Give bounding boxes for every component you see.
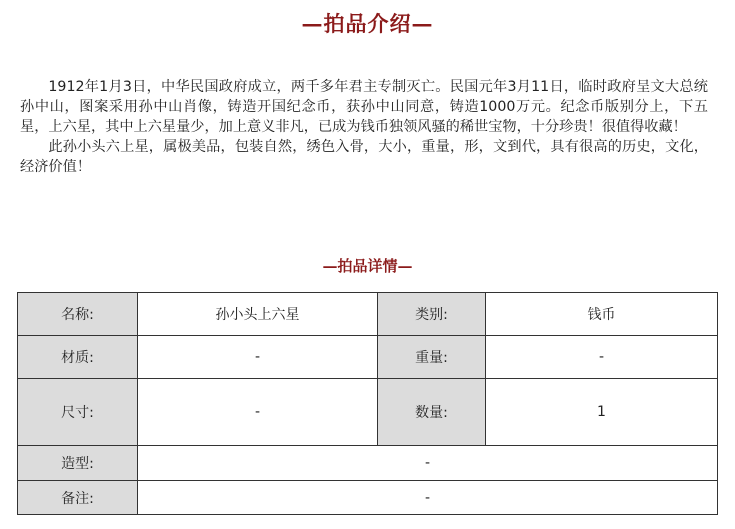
table-row xyxy=(18,446,718,481)
details-table xyxy=(17,292,718,515)
weight-value: - xyxy=(486,336,718,379)
table-row xyxy=(18,336,718,379)
table-row xyxy=(18,481,718,515)
intro-text xyxy=(20,77,708,177)
material-value: - xyxy=(138,336,378,379)
intro-paragraph-2: 此孙小头六上星，属极美品，包装自然，绣色入骨，大小，重量，形，文到代，具有很高的历史，文化，经济价值！ xyxy=(20,139,708,175)
name-label: 名称: xyxy=(18,293,138,336)
table-row xyxy=(18,379,718,446)
size-value: - xyxy=(138,379,378,446)
category-label: 类别: xyxy=(378,293,486,336)
shape-value: - xyxy=(138,446,718,481)
quantity-value: 1 xyxy=(486,379,718,446)
name-value: 孙小头上六星 xyxy=(138,293,378,336)
details-title: —拍品详情— xyxy=(322,257,413,275)
shape-label: 造型: xyxy=(18,446,138,481)
size-label: 尺寸: xyxy=(18,379,138,446)
category-value: 钱币 xyxy=(486,293,718,336)
weight-label: 重量: xyxy=(378,336,486,379)
intro-title: —拍品介绍— xyxy=(301,11,434,36)
quantity-label: 数量: xyxy=(378,379,486,446)
material-label: 材质: xyxy=(18,336,138,379)
table-row xyxy=(18,293,718,336)
intro-paragraph-1: 1912年1月3日，中华民国政府成立，两千多年君主专制灭亡。民国元年3月11日，临时政府呈文大总统孙中山，图案采用孙中山肖像，铸造开国纪念币，获孙中山同意，铸造1000万元。纪念币版别分上，下五星，上六星，其中上六星量少，加上意义非凡，已成为钱币独领风骚的稀世宝物，十分珍贵！很值得收藏！ xyxy=(20,79,708,135)
remarks-label: 备注: xyxy=(18,481,138,515)
remarks-value: - xyxy=(138,481,718,515)
